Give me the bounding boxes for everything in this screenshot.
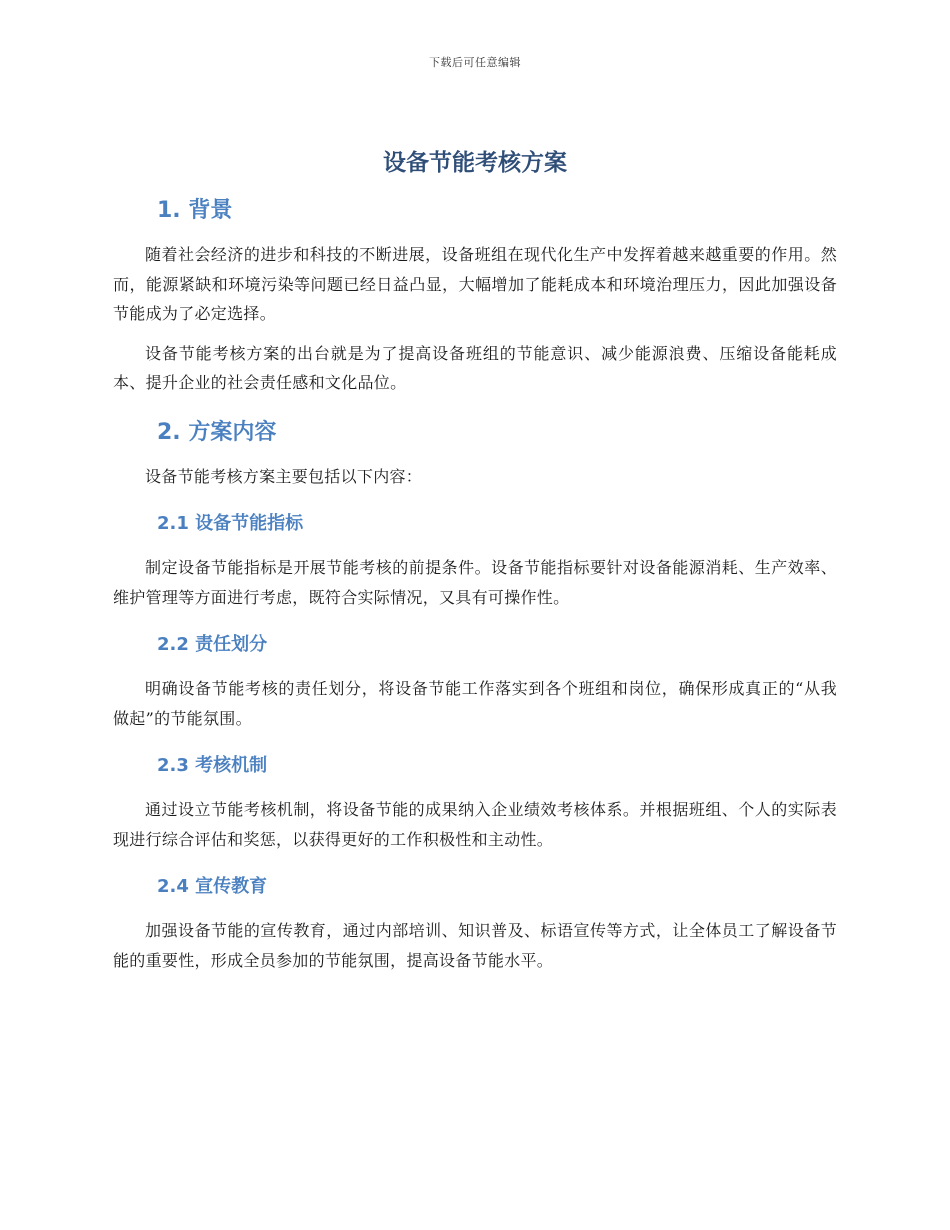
section-intro: 设备节能考核方案主要包括以下内容： [145,466,423,486]
paragraph: 随着社会经济的进步和科技的不断进展，设备班组在现代化生产中发挥着越来越重要的作用。然而，能源紧缺和环境污染等问题已经日益凸显，大幅增加了能耗成本和环境治理压力，因此加强设备节能成为了必定选择。 [113,245,837,323]
subsection-heading: 2.4 宣传教育 [157,876,268,897]
subsection-heading: 2.1 设备节能指标 [157,513,304,534]
document-title: 设备节能考核方案 [383,150,567,176]
subsection-responsibility [113,630,837,733]
subsection-publicity-education [113,872,837,975]
paragraph: 通过设立节能考核机制，将设备节能的成果纳入企业绩效考核体系。并根据班组、个人的实际表现进行综合评估和奖惩，以获得更好的工作积极性和主动性。 [113,800,837,849]
section-plan-content [113,416,837,976]
section-heading: 1. 背景 [157,198,233,223]
subsection-heading: 2.3 考核机制 [157,755,268,776]
paragraph: 设备节能考核方案的出台就是为了提高设备班组的节能意识、减少能源浪费、压缩设备能耗成本、提升企业的社会责任感和文化品位。 [113,343,837,392]
header-note: 下载后可任意编辑 [429,56,521,69]
paragraph: 明确设备节能考核的责任划分，将设备节能工作落实到各个班组和岗位，确保形成真正的“从我做起”的节能氛围。 [113,679,837,728]
subsection-heading: 2.2 责任划分 [157,634,268,655]
paragraph: 加强设备节能的宣传教育，通过内部培训、知识普及、标语宣传等方式，让全体员工了解设备节能的重要性，形成全员参加的节能氛围，提高设备节能水平。 [113,921,837,970]
subsection-assessment-mechanism [113,751,837,854]
paragraph: 制定设备节能指标是开展节能考核的前提条件。设备节能指标要针对设备能源消耗、生产效率、维护管理等方面进行考虑，既符合实际情况，又具有可操作性。 [113,558,837,607]
document-body [113,145,837,985]
section-heading: 2. 方案内容 [157,419,277,445]
subsection-energy-indicators [113,509,837,612]
section-background [113,194,837,398]
